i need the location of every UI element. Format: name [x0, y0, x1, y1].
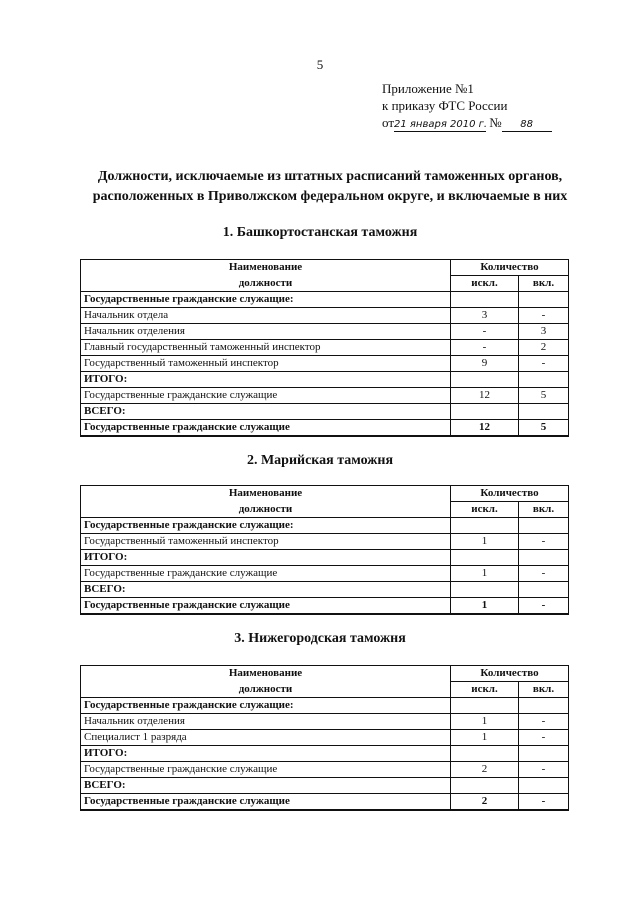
- appendix-block: [382, 80, 552, 132]
- position-name: Специалист 1 разряда: [81, 730, 451, 746]
- itogo-incl: -: [519, 566, 569, 582]
- appendix-date-line: [382, 114, 552, 132]
- staff-table-1: [80, 259, 569, 437]
- itogo-label-row: [81, 746, 569, 762]
- order-date: 21 января 2010 г.: [394, 119, 488, 130]
- group-label: Государственные гражданские служащие:: [81, 518, 451, 534]
- incl-value: 2: [519, 340, 569, 356]
- vsego-label-row: [81, 582, 569, 598]
- qty-header: Количество: [451, 260, 569, 276]
- vsego-incl: 5: [519, 420, 569, 437]
- incl-value: -: [519, 730, 569, 746]
- incl-header: вкл.: [519, 682, 569, 698]
- vsego-name: Государственные гражданские служащие: [81, 420, 451, 437]
- itogo-name: Государственные гражданские служащие: [81, 566, 451, 582]
- table-row: [81, 324, 569, 340]
- vsego-label-row: [81, 778, 569, 794]
- itogo-name: Государственные гражданские служащие: [81, 762, 451, 778]
- vsego-row: [81, 420, 569, 437]
- vsego-label-row: [81, 404, 569, 420]
- page-number: 5: [316, 57, 324, 72]
- vsego-incl: -: [519, 598, 569, 615]
- table-row: [81, 308, 569, 324]
- incl-value: -: [519, 308, 569, 324]
- vsego-label: ВСЕГО:: [81, 778, 451, 794]
- vsego-name: Государственные гражданские служащие: [81, 598, 451, 615]
- vsego-excl: 2: [451, 794, 519, 811]
- name-header-line2: должности: [81, 502, 451, 518]
- table-header-row: [81, 682, 569, 698]
- position-name: Главный государственный таможенный инспектор: [81, 340, 451, 356]
- table-header-row: [81, 502, 569, 518]
- incl-value: 3: [519, 324, 569, 340]
- position-name: Начальник отделения: [81, 324, 451, 340]
- vsego-name: Государственные гражданские служащие: [81, 794, 451, 811]
- excl-header: искл.: [451, 682, 519, 698]
- table-row: [81, 340, 569, 356]
- itogo-row: [81, 566, 569, 582]
- order-number: 88: [502, 119, 552, 132]
- itogo-label: ИТОГО:: [81, 372, 451, 388]
- itogo-label: ИТОГО:: [81, 550, 451, 566]
- itogo-incl: 5: [519, 388, 569, 404]
- table-header-row: [81, 276, 569, 292]
- incl-value: -: [519, 714, 569, 730]
- itogo-row: [81, 388, 569, 404]
- number-prefix: №: [489, 115, 502, 130]
- excl-value: 3: [451, 308, 519, 324]
- excl-value: 1: [451, 714, 519, 730]
- incl-value: -: [519, 534, 569, 550]
- table-row: [81, 730, 569, 746]
- vsego-excl: 12: [451, 420, 519, 437]
- excl-value: -: [451, 340, 519, 356]
- vsego-row: [81, 794, 569, 811]
- excl-value: 9: [451, 356, 519, 372]
- itogo-row: [81, 762, 569, 778]
- appendix-title: Приложение №1: [382, 81, 474, 96]
- section-heading-1: 1. Башкортостанская таможня: [222, 225, 418, 240]
- table-header-row: [81, 486, 569, 502]
- name-header-line2: должности: [81, 682, 451, 698]
- group-label: Государственные гражданские служащие:: [81, 698, 451, 714]
- table-row: [81, 356, 569, 372]
- table-row: [81, 714, 569, 730]
- position-name: Начальник отдела: [81, 308, 451, 324]
- document-title-line2: расположенных в Приволжском федеральном округе, и включаемые в них: [92, 189, 568, 204]
- table-header-row: [81, 666, 569, 682]
- staff-table-3: [80, 665, 569, 811]
- incl-value: -: [519, 356, 569, 372]
- section-heading-3: 3. Нижегородская таможня: [234, 631, 406, 646]
- itogo-label-row: [81, 372, 569, 388]
- table-row: [81, 534, 569, 550]
- vsego-row: [81, 598, 569, 615]
- group-label: Государственные гражданские служащие:: [81, 292, 451, 308]
- qty-header: Количество: [451, 666, 569, 682]
- vsego-incl: -: [519, 794, 569, 811]
- itogo-excl: 1: [451, 566, 519, 582]
- vsego-label: ВСЕГО:: [81, 404, 451, 420]
- table-header-row: [81, 260, 569, 276]
- vsego-excl: 1: [451, 598, 519, 615]
- position-name: Государственный таможенный инспектор: [81, 534, 451, 550]
- section-heading-2: 2. Марийская таможня: [246, 453, 394, 468]
- excl-value: 1: [451, 534, 519, 550]
- name-header: Наименование: [81, 486, 451, 502]
- group-row: [81, 292, 569, 308]
- name-header-line2: должности: [81, 276, 451, 292]
- excl-value: -: [451, 324, 519, 340]
- position-name: Государственный таможенный инспектор: [81, 356, 451, 372]
- name-header: Наименование: [81, 666, 451, 682]
- group-row: [81, 698, 569, 714]
- incl-header: вкл.: [519, 276, 569, 292]
- itogo-label: ИТОГО:: [81, 746, 451, 762]
- date-prefix: от: [382, 115, 395, 130]
- qty-header: Количество: [451, 486, 569, 502]
- excl-value: 1: [451, 730, 519, 746]
- itogo-incl: -: [519, 762, 569, 778]
- vsego-label: ВСЕГО:: [81, 582, 451, 598]
- incl-header: вкл.: [519, 502, 569, 518]
- itogo-label-row: [81, 550, 569, 566]
- itogo-excl: 12: [451, 388, 519, 404]
- appendix-order-ref: к приказу ФТС России: [382, 98, 508, 113]
- staff-table-2: [80, 485, 569, 615]
- excl-header: искл.: [451, 276, 519, 292]
- excl-header: искл.: [451, 502, 519, 518]
- document-title-line1: Должности, исключаемые из штатных расписаний таможенных органов,: [97, 169, 563, 184]
- itogo-excl: 2: [451, 762, 519, 778]
- document-title: [60, 167, 600, 207]
- name-header: Наименование: [81, 260, 451, 276]
- position-name: Начальник отделения: [81, 714, 451, 730]
- itogo-name: Государственные гражданские служащие: [81, 388, 451, 404]
- group-row: [81, 518, 569, 534]
